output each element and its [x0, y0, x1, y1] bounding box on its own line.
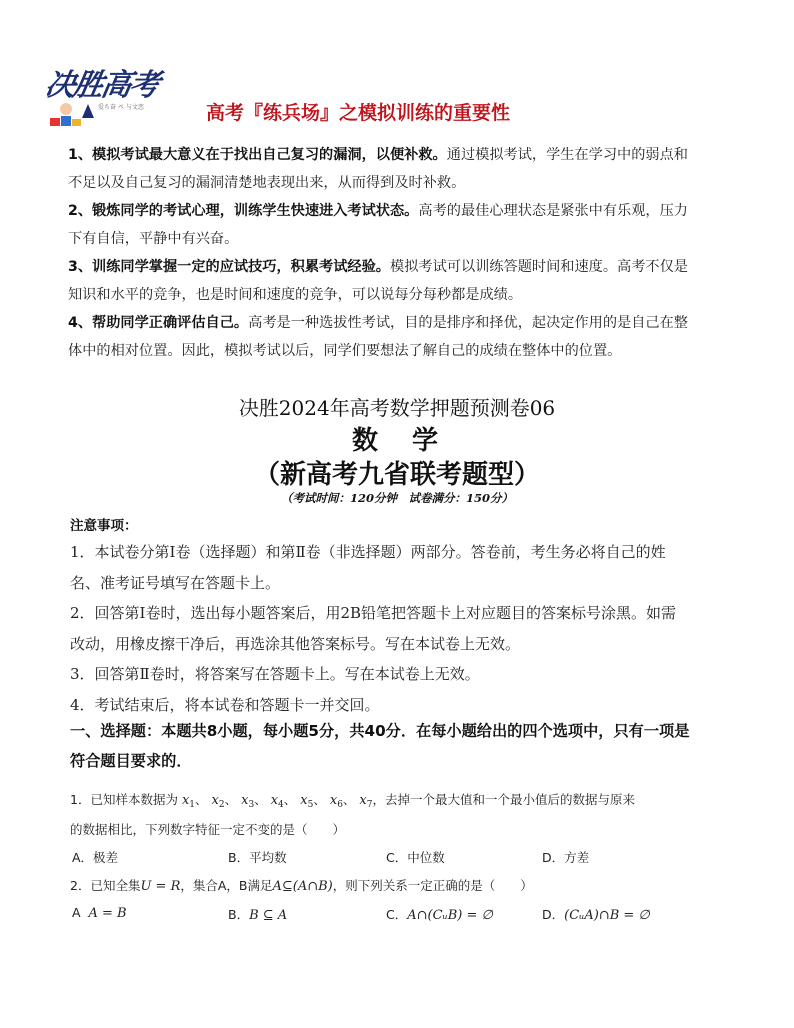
q1-option-a: A．极差: [72, 850, 119, 865]
notice-item: 2．回答第Ⅰ卷时，选出每小题答案后，用2B铅笔把答题卡上对应题目的答案标号涂黑。如需改动，用橡皮擦干净后，再选涂其他答案标号。写在本试卷上无效。: [70, 604, 677, 653]
exam-format: （新高考九省联考题型）: [253, 460, 540, 490]
intro-point-text: 高考的最佳心理状态是紧张中有乐观，压力下有自信，平静中有兴奋。: [68, 203, 688, 247]
question-2: [70, 876, 533, 894]
intro-point-bold: 2、锻炼同学的考试心理，训练学生快速进入考试状态。: [68, 203, 419, 219]
intro-point-bold: 4、帮助同学正确评估自己。: [68, 315, 249, 331]
q2-mid: ，集合A，B满足: [180, 878, 273, 893]
q1-var: $x_1$: [181, 793, 196, 810]
intro-point-4: [68, 310, 688, 365]
logo: [40, 56, 166, 136]
q1-suffix: ，去掉一个最大值和一个最小值后的数据与原来: [372, 792, 636, 807]
exam-info: （考试时间：120分钟 试卷满分：150分）: [280, 491, 513, 505]
q1-option-b: B．平均数: [228, 850, 287, 865]
notice-heading: 注意事项：: [70, 518, 138, 534]
intro-title: 高考『练兵场』之模拟训练的重要性: [206, 102, 511, 124]
q2-universe: U = R: [140, 879, 181, 894]
intro-point-text: 模拟考试可以训练答题时间和速度。高考不仅是知识和水平的竞争，也是时间和速度的竞争，可以说每分每秒都是成绩。: [68, 259, 688, 303]
q1-option-d: D．方差: [542, 850, 590, 865]
exam-title: 决胜2024年高考数学押题预测卷06: [238, 396, 556, 420]
logo-subtext: 爱ち奋 ペ 与文恋: [98, 104, 144, 111]
q1-var: $x_5$: [300, 793, 314, 810]
q1-prefix: 1．已知样本数据为: [70, 792, 178, 807]
q1-var: $x_2$: [211, 793, 225, 810]
logo-illustration-icon: [48, 100, 96, 130]
intro-point-bold: 1、模拟考试最大意义在于找出自己复习的漏洞，以便补救。: [68, 147, 447, 163]
q1-var: $x_6$: [329, 793, 343, 810]
question-1-line-2: 的数据相比，下列数字特征一定不变的是（ ）: [70, 822, 346, 837]
intro-point-2: [68, 198, 688, 253]
intro-point-text: 通过模拟考试，学生在学习中的弱点和不足以及自己复习的漏洞清楚地表现出来，从而得到及时补救。: [68, 147, 688, 191]
notice-list: [70, 537, 690, 720]
q1-var: $x_7$: [359, 793, 373, 810]
q2-option-d: D．(CᵤA)∩B = ∅: [542, 907, 650, 923]
logo-text: 决胜高考: [42, 68, 161, 103]
subject-title: 数 学: [351, 426, 442, 456]
q1-var: $x_3$: [241, 793, 255, 810]
intro-point-1: [68, 142, 688, 197]
notice-item: 3．回答第Ⅱ卷时，将答案写在答题卡上。写在本试卷上无效。: [70, 665, 480, 683]
notice-item: 4．考试结束后，将本试卷和答题卡一并交回。: [70, 695, 380, 714]
question-1-line-1: 1．已知样本数据为 $x_1$、 $x_2$、 $x_3$、 $x_4$、 $x_5$、 $x_6$、 $x_7$，去掉一个最大值和一个最小值后的数据与原来: [70, 792, 636, 810]
q1-var: $x_4$: [270, 793, 284, 810]
intro-point-bold: 3、训练同学掌握一定的应试技巧，积累考试经验。: [68, 259, 390, 275]
section-heading: 一、选择题：本题共8小题，每小题5分，共40分．在每小题给出的四个选项中，只有一项是符合题目要求的．: [70, 722, 690, 770]
q2-prefix: 2．已知全集: [70, 878, 141, 893]
q2-suffix: ，则下列关系一定正确的是（ ）: [332, 878, 533, 893]
q2-option-a: A A = B: [72, 905, 127, 921]
intro-point-3: [68, 254, 688, 309]
q2-condition: A⊆(A∩B): [272, 879, 333, 894]
q2-option-b: B．B ⊆ A: [228, 907, 288, 923]
intro-point-text: 高考是一种选拔性考试，目的是排序和择优，起决定作用的是自己在整体中的相对位置。因此，模拟考试以后，同学们要想法了解自己的成绩在整体中的位置。: [68, 315, 688, 359]
q1-option-c: C．中位数: [386, 850, 445, 865]
notice-item: 1．本试卷分第Ⅰ卷（选择题）和第Ⅱ卷（非选择题）两部分。答卷前，考生务必将自己的姓名、准考证号填写在答题卡上。: [70, 543, 666, 592]
q2-option-c: C．A∩(CᵤB) = ∅: [386, 907, 493, 923]
